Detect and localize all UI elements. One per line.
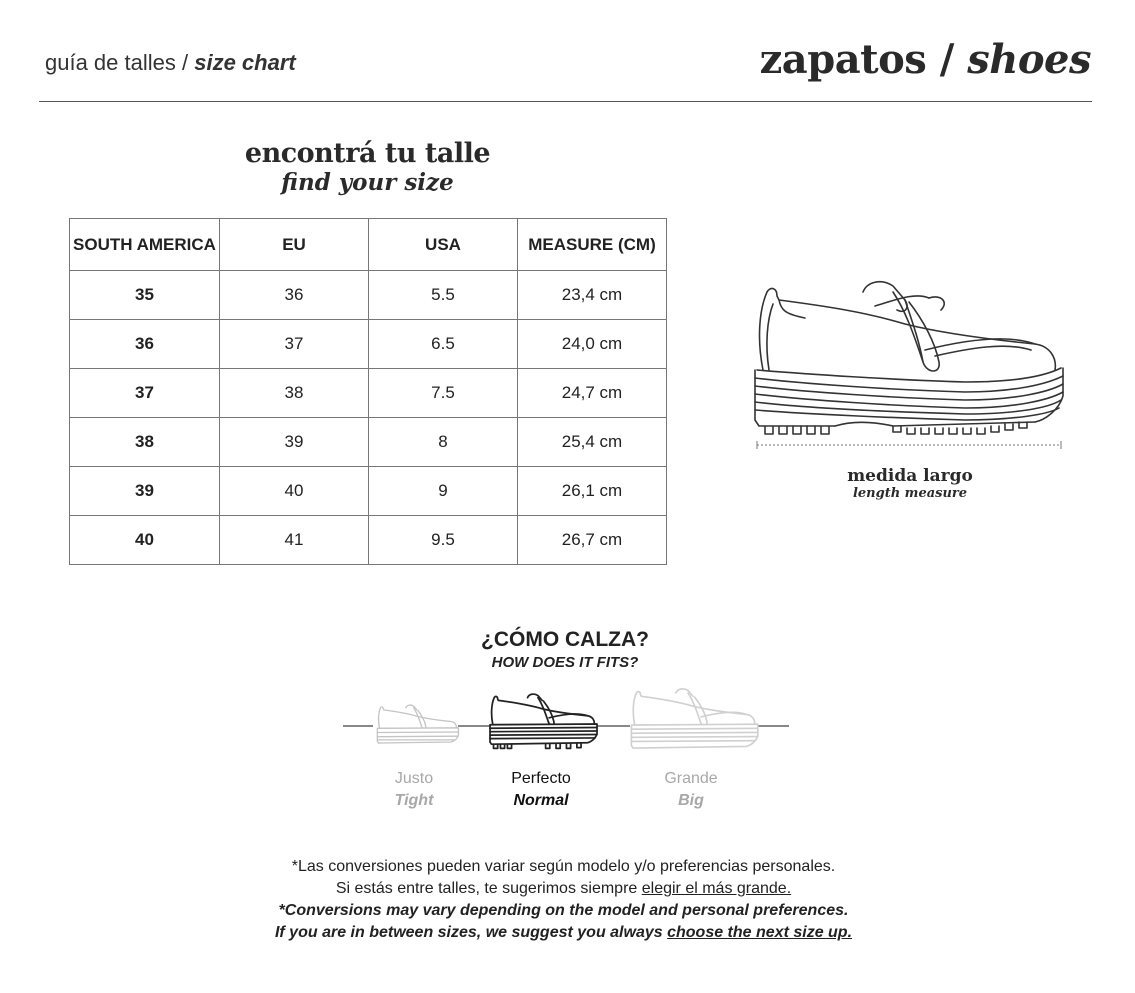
cell-measure: 26,7 cm xyxy=(518,516,667,565)
table-row xyxy=(70,271,667,320)
cell-measure: 23,4 cm xyxy=(518,271,667,320)
table-row xyxy=(70,320,667,369)
shoe-outline-icon xyxy=(745,270,1070,460)
table-header-row xyxy=(70,219,667,271)
fit-option-normal-label-en: Normal xyxy=(513,792,569,809)
fit-option-tight-label-en: Tight xyxy=(394,792,434,809)
find-size-title: encontrá tu talle xyxy=(244,138,491,169)
header-size-chart xyxy=(45,50,296,76)
cell-south-america: 37 xyxy=(70,369,220,418)
table-row xyxy=(70,467,667,516)
conversion-notes xyxy=(170,856,957,944)
cell-usa: 8 xyxy=(369,418,518,467)
table-row xyxy=(70,418,667,467)
shoe-normal-icon xyxy=(484,690,602,756)
cell-measure: 24,7 cm xyxy=(518,369,667,418)
find-size-heading xyxy=(200,138,535,196)
length-measure-label xyxy=(810,466,1010,501)
cell-south-america: 35 xyxy=(70,271,220,320)
header-right-text: zapatos / xyxy=(759,36,968,83)
note-es-link: elegir el más grande. xyxy=(641,880,792,897)
cell-south-america: 36 xyxy=(70,320,220,369)
note-es-line2 xyxy=(170,878,957,900)
cell-measure: 24,0 cm xyxy=(518,320,667,369)
measure-label-en: length measure xyxy=(852,486,968,501)
shoe-big-icon xyxy=(624,684,764,762)
header-right-italic: shoes xyxy=(967,36,1091,83)
cell-measure: 25,4 cm xyxy=(518,418,667,467)
cell-south-america: 38 xyxy=(70,418,220,467)
note-es-line1: *Las conversiones pueden variar según modelo y/o preferencias personales. xyxy=(291,858,836,875)
table-row xyxy=(70,516,667,565)
header-left-italic: size chart xyxy=(194,50,296,75)
cell-usa: 9.5 xyxy=(369,516,518,565)
col-header-usa: USA xyxy=(369,219,518,271)
cell-eu: 36 xyxy=(220,271,369,320)
cell-south-america: 40 xyxy=(70,516,220,565)
cell-eu: 40 xyxy=(220,467,369,516)
fit-title: ¿CÓMO CALZA? xyxy=(481,628,649,651)
col-header-eu: EU xyxy=(220,219,369,271)
fit-option-big-label: Grande xyxy=(664,770,718,787)
measure-label-es: medida largo xyxy=(847,466,973,486)
shoe-tight-icon xyxy=(370,702,465,752)
size-table xyxy=(69,218,667,565)
cell-eu: 38 xyxy=(220,369,369,418)
cell-eu: 37 xyxy=(220,320,369,369)
note-en-link: choose the next size up. xyxy=(667,924,853,941)
cell-usa: 5.5 xyxy=(369,271,518,320)
header-divider xyxy=(39,101,1092,102)
fit-option-big xyxy=(626,768,756,812)
cell-measure: 26,1 cm xyxy=(518,467,667,516)
col-header-measure: MEASURE (CM) xyxy=(518,219,667,271)
cell-usa: 7.5 xyxy=(369,369,518,418)
fit-heading xyxy=(440,627,690,673)
fit-option-big-label-en: Big xyxy=(678,792,704,809)
cell-eu: 39 xyxy=(220,418,369,467)
col-header-south-america: SOUTH AMERICA xyxy=(70,219,220,271)
header-shoes xyxy=(760,36,1091,83)
fit-option-tight xyxy=(349,768,479,812)
note-es-line2-text: Si estás entre talles, te sugerimos siempre xyxy=(335,880,642,897)
find-size-subtitle: find your size xyxy=(281,169,454,196)
fit-option-normal-label: Perfecto xyxy=(511,770,571,787)
fit-scale-line-left xyxy=(343,725,373,727)
note-en-line2-text: If you are in between sizes, we suggest you always xyxy=(274,924,668,941)
table-row xyxy=(70,369,667,418)
fit-option-normal xyxy=(476,768,606,812)
cell-usa: 9 xyxy=(369,467,518,516)
cell-south-america: 39 xyxy=(70,467,220,516)
cell-usa: 6.5 xyxy=(369,320,518,369)
note-en-line2 xyxy=(170,922,957,944)
note-en-line1: *Conversions may vary depending on the model and personal preferences. xyxy=(278,902,849,919)
fit-subtitle: HOW DOES IT FITS? xyxy=(491,654,639,671)
fit-option-tight-label: Justo xyxy=(394,770,434,787)
cell-eu: 41 xyxy=(220,516,369,565)
header-left-text: guía de talles / xyxy=(45,50,195,75)
